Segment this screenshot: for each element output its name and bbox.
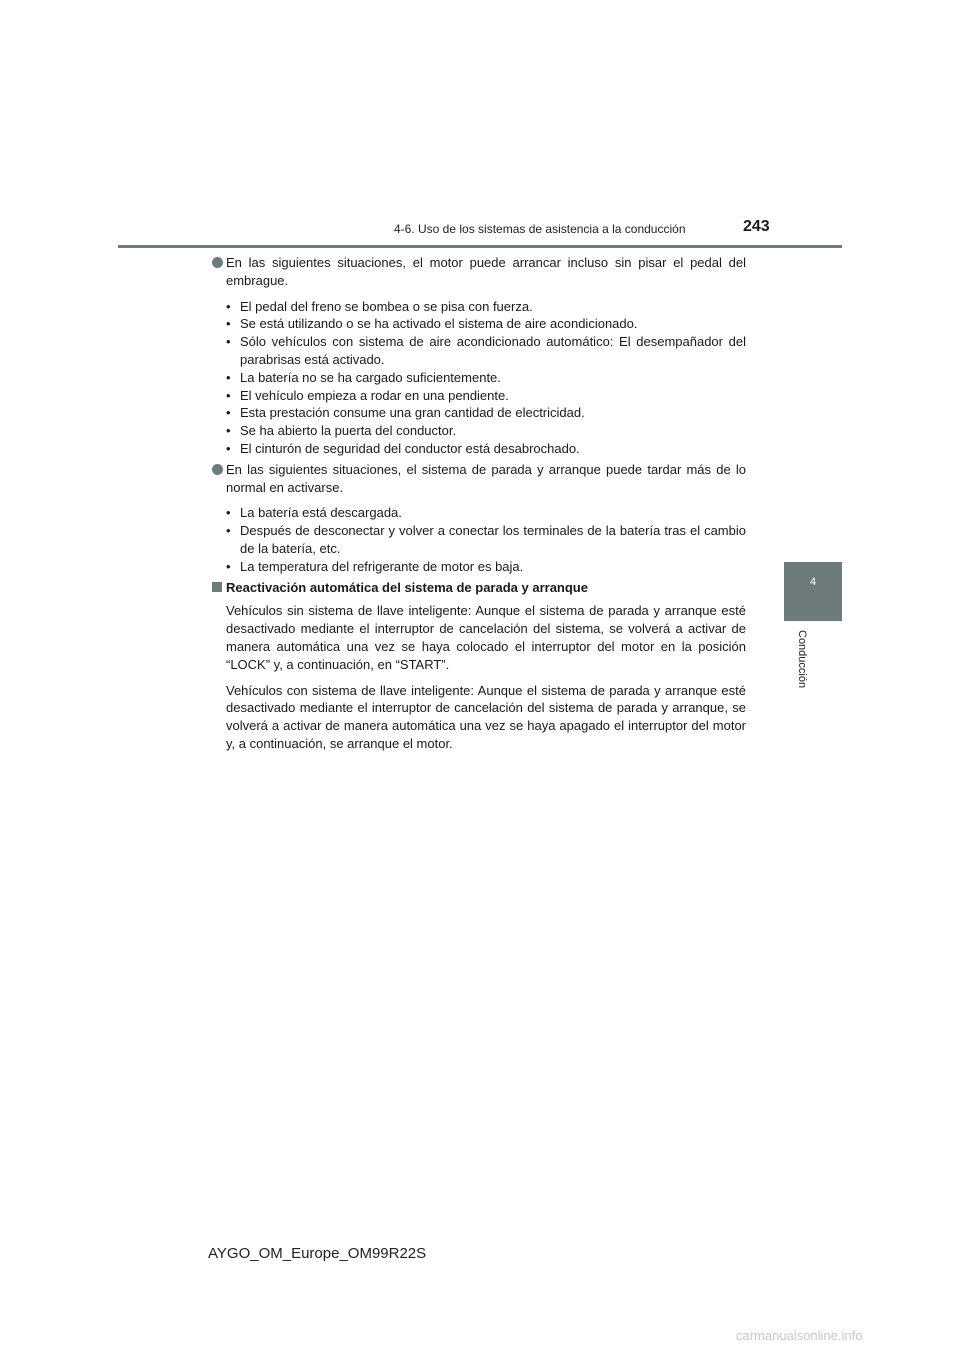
bullet-text: En las siguientes situaciones, el sistema de parada y arranque puede tardar más de lo normal en activarse.	[226, 461, 746, 495]
page-content	[208, 254, 746, 761]
bullet-text: En las siguientes situaciones, el motor puede arrancar incluso sin pisar el pedal del embrague.	[226, 255, 746, 288]
list-item: • La batería está descargada.	[226, 505, 402, 521]
list-item: • Después de desconectar y volver a conectar los terminales de la batería tras el cambio de la batería, etc.	[226, 523, 746, 556]
section-heading: Reactivación automática del sistema de parada y arranque	[208, 579, 746, 597]
bullet-paragraph-2	[208, 461, 746, 497]
paragraph-smart-key: Vehículos con sistema de llave inteligente: Aunque el sistema de parada y arranque esté desactivado mediante el interruptor de cancelación del sistema de parada y arranque, se volverá a activar de manera automática una vez se haya apagado el interruptor del motor y, a continuación, se arranque el motor.	[226, 682, 746, 751]
chapter-tab	[784, 562, 842, 621]
list-item: • La batería no se ha cargado suficientemente.	[226, 369, 501, 385]
list-item: • Se ha abierto la puerta del conductor.	[226, 423, 457, 439]
watermark: carmanualsonline.info	[736, 1328, 863, 1343]
paragraph-no-smart-key: Vehículos sin sistema de llave inteligente: Aunque el sistema de parada y arranque esté desactivado mediante el interruptor de cancelación del sistema, se volverá a activar de manera automática una vez se haya colocado el interruptor del motor en la posición “LOCK” y, a continuación, en “START”.	[226, 603, 746, 672]
circle-bullet-icon	[212, 257, 223, 268]
circle-bullet-icon	[212, 464, 223, 475]
sub-list-2	[208, 504, 746, 575]
section-title: 4-6. Uso de los sistemas de asistencia a la conducción	[394, 222, 686, 236]
list-item: • El cinturón de seguridad del conductor está desabrochado.	[226, 440, 580, 456]
list-item: • Sólo vehículos con sistema de aire acondicionado automático: El desempañador del parabrisas está activado.	[226, 334, 746, 367]
sub-list-1	[208, 298, 746, 458]
chapter-number: 4	[809, 576, 817, 588]
list-item: • Se está utilizando o se ha activado el sistema de aire acondicionado.	[226, 316, 638, 332]
list-item: • Esta prestación consume una gran cantidad de electricidad.	[226, 405, 585, 421]
list-item: • El pedal del freno se bombea o se pisa con fuerza.	[226, 298, 533, 314]
list-item: • El vehículo empieza a rodar en una pendiente.	[226, 387, 509, 403]
square-bullet-icon	[212, 582, 222, 592]
bullet-paragraph-1	[208, 254, 746, 290]
header-divider	[118, 245, 842, 248]
page-number: 243	[743, 218, 770, 235]
chapter-label: Conducción	[796, 630, 808, 689]
list-item: • La temperatura del refrigerante de motor es baja.	[226, 558, 524, 574]
document-code: AYGO_OM_Europe_OM99R22S	[208, 1245, 427, 1262]
